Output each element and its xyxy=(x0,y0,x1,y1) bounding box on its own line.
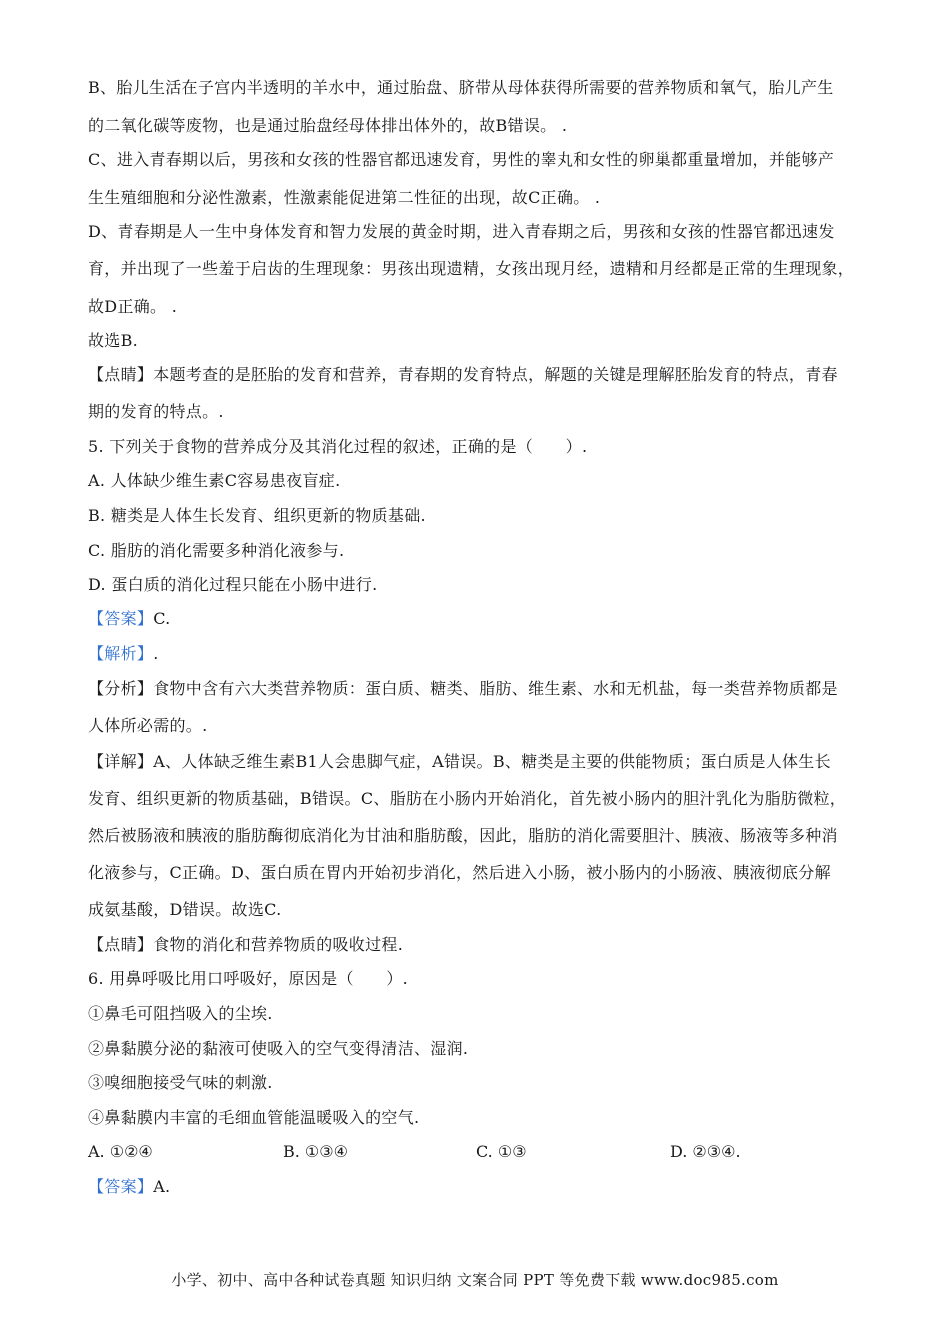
q5-xiangjie-line1 xyxy=(88,752,868,772)
explanation-b-line2: 的二氧化碳等废物，也是通过胎盘经母体排出体外的，故B错误。 . xyxy=(88,116,568,135)
explanation-b-line1: B、胎儿生活在子宫内半透明的羊水中，通过胎盘、脐带从母体获得所需要的营养物质和氧气，胎儿产生 xyxy=(88,78,834,97)
fenxi-text: 食物中含有六大类营养物质：蛋白质、糖类、脂肪、维生素、水和无机盐，每一类营养物质都是 xyxy=(153,679,838,698)
q5-fenxi-line2: 人体所必需的。. xyxy=(88,716,208,735)
explanation-d-line3: 故D正确。 . xyxy=(88,297,178,316)
q5-xiangjie-line3: 然后被肠液和胰液的脂肪酶彻底消化为甘油和脂肪酸，因此，脂肪的消化需要胆汁、胰液、肠液等多种消 xyxy=(88,826,838,845)
dianjing-text: 本题考查的是胚胎的发育和营养，青春期的发育特点，解题的关键是理解胚胎发育的特点，青春 xyxy=(153,365,838,384)
q6-option-c: C. ①③ xyxy=(476,1142,527,1161)
q6-answer xyxy=(88,1177,868,1197)
xiangjie-tag: 【详解】 xyxy=(88,752,154,771)
q6-option-a: A. ①②④ xyxy=(88,1142,153,1161)
dianjing-tag: 【点睛】 xyxy=(88,935,154,954)
q5-option-c: C. 脂肪的消化需要多种消化液参与. xyxy=(88,541,345,560)
q5-option-b: B. 糖类是人体生长发育、组织更新的物质基础. xyxy=(88,506,426,525)
q5-xiangjie-line5: 成氨基酸，D错误。故选C. xyxy=(88,900,282,919)
fenxi-tag: 【分析】 xyxy=(88,679,154,698)
q6-option-b: B. ①③④ xyxy=(283,1142,348,1161)
q6-statement-4: ④鼻黏膜内丰富的毛细血管能温暖吸入的空气. xyxy=(88,1108,420,1127)
q5-xiangjie-line2: 发育、组织更新的物质基础，B错误。C、脂肪在小肠内开始消化，首先被小肠内的胆汁乳化为脂肪微粒， xyxy=(88,789,847,808)
q5-answer xyxy=(88,609,868,629)
page-footer: 小学、初中、高中各种试卷真题 知识归纳 文案合同 PPT 等免费下载 www.doc985.com xyxy=(171,1271,779,1289)
q5-dianjing xyxy=(88,935,868,955)
answer-tag: 【答案】 xyxy=(88,1177,154,1196)
dianjing-text: 食物的消化和营养物质的吸收过程. xyxy=(153,935,404,954)
explanation-d-line1: D、青春期是人一生中身体发育和智力发展的黄金时期，进入青春期之后，男孩和女孩的性器官都迅速发 xyxy=(88,222,835,241)
jiexi-text: . xyxy=(153,644,159,663)
q6-statement-2: ②鼻黏膜分泌的黏液可使吸入的空气变得清洁、湿润. xyxy=(88,1039,469,1058)
question-6-stem: 6. 用鼻呼吸比用口呼吸好，原因是（ ）. xyxy=(88,969,409,988)
dianjing-line1 xyxy=(88,365,868,385)
dianjing-tag: 【点睛】 xyxy=(88,365,154,384)
answer-value: A. xyxy=(153,1177,171,1196)
q5-xiangjie-line4: 化液参与，C正确。D、蛋白质在胃内开始初步消化，然后进入小肠，被小肠内的小肠液、胰液彻底分解 xyxy=(88,863,831,882)
q5-option-d: D. 蛋白质的消化过程只能在小肠中进行. xyxy=(88,575,378,594)
xiangjie-text: A、人体缺乏维生素B1人会患脚气症，A错误。B、糖类是主要的供能物质；蛋白质是人体生长 xyxy=(153,752,831,771)
q5-jiexi xyxy=(88,644,868,664)
q6-statement-1: ①鼻毛可阻挡吸入的尘埃. xyxy=(88,1004,273,1023)
answer-tag: 【答案】 xyxy=(88,609,154,628)
q6-option-d: D. ②③④. xyxy=(670,1142,741,1161)
jiexi-tag: 【解析】 xyxy=(88,644,154,663)
q5-option-a: A. 人体缺少维生素C容易患夜盲症. xyxy=(88,471,341,490)
explanation-c-line2: 生生殖细胞和分泌性激素，性激素能促进第二性征的出现，故C正确。 . xyxy=(88,188,601,207)
explanation-d-line2: 育，并出现了一些羞于启齿的生理现象：男孩出现遗精，女孩出现月经，遗精和月经都是正常的生理现象， xyxy=(88,259,855,278)
choice-line: 故选B. xyxy=(88,331,139,350)
q5-fenxi-line1 xyxy=(88,679,868,699)
question-5-stem: 5. 下列关于食物的营养成分及其消化过程的叙述，正确的是（ ）. xyxy=(88,437,588,456)
explanation-c-line1: C、进入青春期以后，男孩和女孩的性器官都迅速发育，男性的睾丸和女性的卵巢都重量增加，并能够产 xyxy=(88,150,835,169)
dianjing-line2: 期的发育的特点。. xyxy=(88,402,224,421)
answer-value: C. xyxy=(153,609,171,628)
q6-statement-3: ③嗅细胞接受气味的刺激. xyxy=(88,1073,273,1092)
